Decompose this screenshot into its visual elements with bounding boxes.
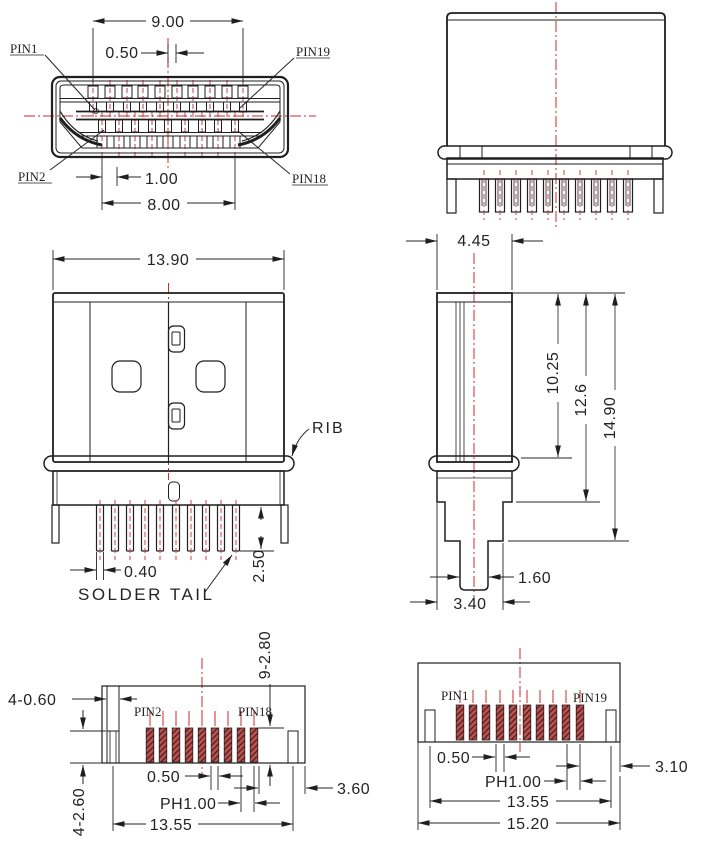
- side-view: [406, 233, 629, 613]
- side-dim-160: [430, 570, 551, 587]
- side-dim-340: [410, 503, 530, 613]
- rear-view: [438, 2, 672, 228]
- side-dims-vertical: [508, 293, 629, 541]
- pcb-right-pin1-label: PIN1: [441, 688, 469, 703]
- top-body: [53, 293, 284, 462]
- dim-4-060: 4-0.60: [8, 692, 57, 709]
- dim-r-ph100: PH1.00: [485, 774, 542, 791]
- top-view: [44, 250, 345, 604]
- top-dim-040: [70, 552, 157, 581]
- dim-l-13-55: 13.55: [149, 817, 193, 834]
- dim-3-60: 3.60: [337, 781, 371, 798]
- dim-4-45: 4.45: [457, 233, 491, 250]
- dim-9-00: 9.00: [151, 14, 185, 31]
- dim-3-10: 3.10: [655, 759, 689, 776]
- dim-1-60: 1.60: [518, 570, 552, 587]
- dim-l-ph100: PH1.00: [160, 796, 217, 813]
- front-pins-bottom: [78, 120, 262, 148]
- dim-l-0-50: 0.50: [147, 769, 181, 786]
- dim-3-40: 3.40: [453, 596, 487, 613]
- pcb-right-dim-pitch: [485, 744, 606, 791]
- dim-12-6: 12.6: [573, 383, 590, 417]
- dim-1-00: 1.00: [145, 171, 179, 188]
- dim-9-280: 9-2.80: [257, 630, 274, 680]
- pcb-left-pin18-label: PIN18: [238, 704, 272, 719]
- pin2-label: PIN2: [18, 169, 46, 184]
- dim-r-0-50: 0.50: [437, 750, 471, 767]
- dim-4-260: 4-2.60: [71, 787, 88, 837]
- pcb-left-pin2-label: PIN2: [134, 704, 162, 719]
- rib-label: RIB: [312, 420, 345, 437]
- front-dim-050: [105, 44, 204, 63]
- dim-0-40: 0.40: [124, 564, 158, 581]
- pcb-bottom-view: [8, 631, 370, 836]
- pcb-top-view: [418, 648, 688, 833]
- pcb-left-dim-slot-width: [8, 692, 137, 836]
- front-shell: [52, 77, 288, 157]
- dim-10-25: 10.25: [545, 351, 562, 395]
- dim-r-13-55: 13.55: [506, 794, 550, 811]
- dim-2-50: 2.50: [251, 549, 268, 583]
- dim-0-50: 0.50: [105, 45, 139, 62]
- dim-15-20: 15.20: [506, 816, 550, 833]
- pcb-right-pin19-label: PIN19: [573, 690, 607, 705]
- pcb-right-dim-edge: [556, 742, 688, 776]
- dim-14-90: 14.90: [602, 396, 619, 440]
- pcb-left-dim-gap: [147, 766, 243, 790]
- solder-tail-label: SOLDER TAIL: [78, 585, 215, 604]
- pin1-label: PIN1: [10, 41, 38, 56]
- pin18-label: PIN18: [292, 171, 326, 186]
- dim-8-00: 8.00: [147, 197, 181, 214]
- pcb-right-dim-gap: [437, 744, 530, 772]
- rib-callout: [292, 420, 345, 456]
- top-dim-250: [240, 507, 274, 583]
- pin19-label: PIN19: [296, 44, 330, 59]
- top-legs: [52, 505, 288, 543]
- dim-13-90: 13.90: [146, 252, 190, 269]
- front-pin-labels: [10, 41, 330, 186]
- front-view: [10, 14, 330, 214]
- top-solder-tails: [97, 500, 240, 560]
